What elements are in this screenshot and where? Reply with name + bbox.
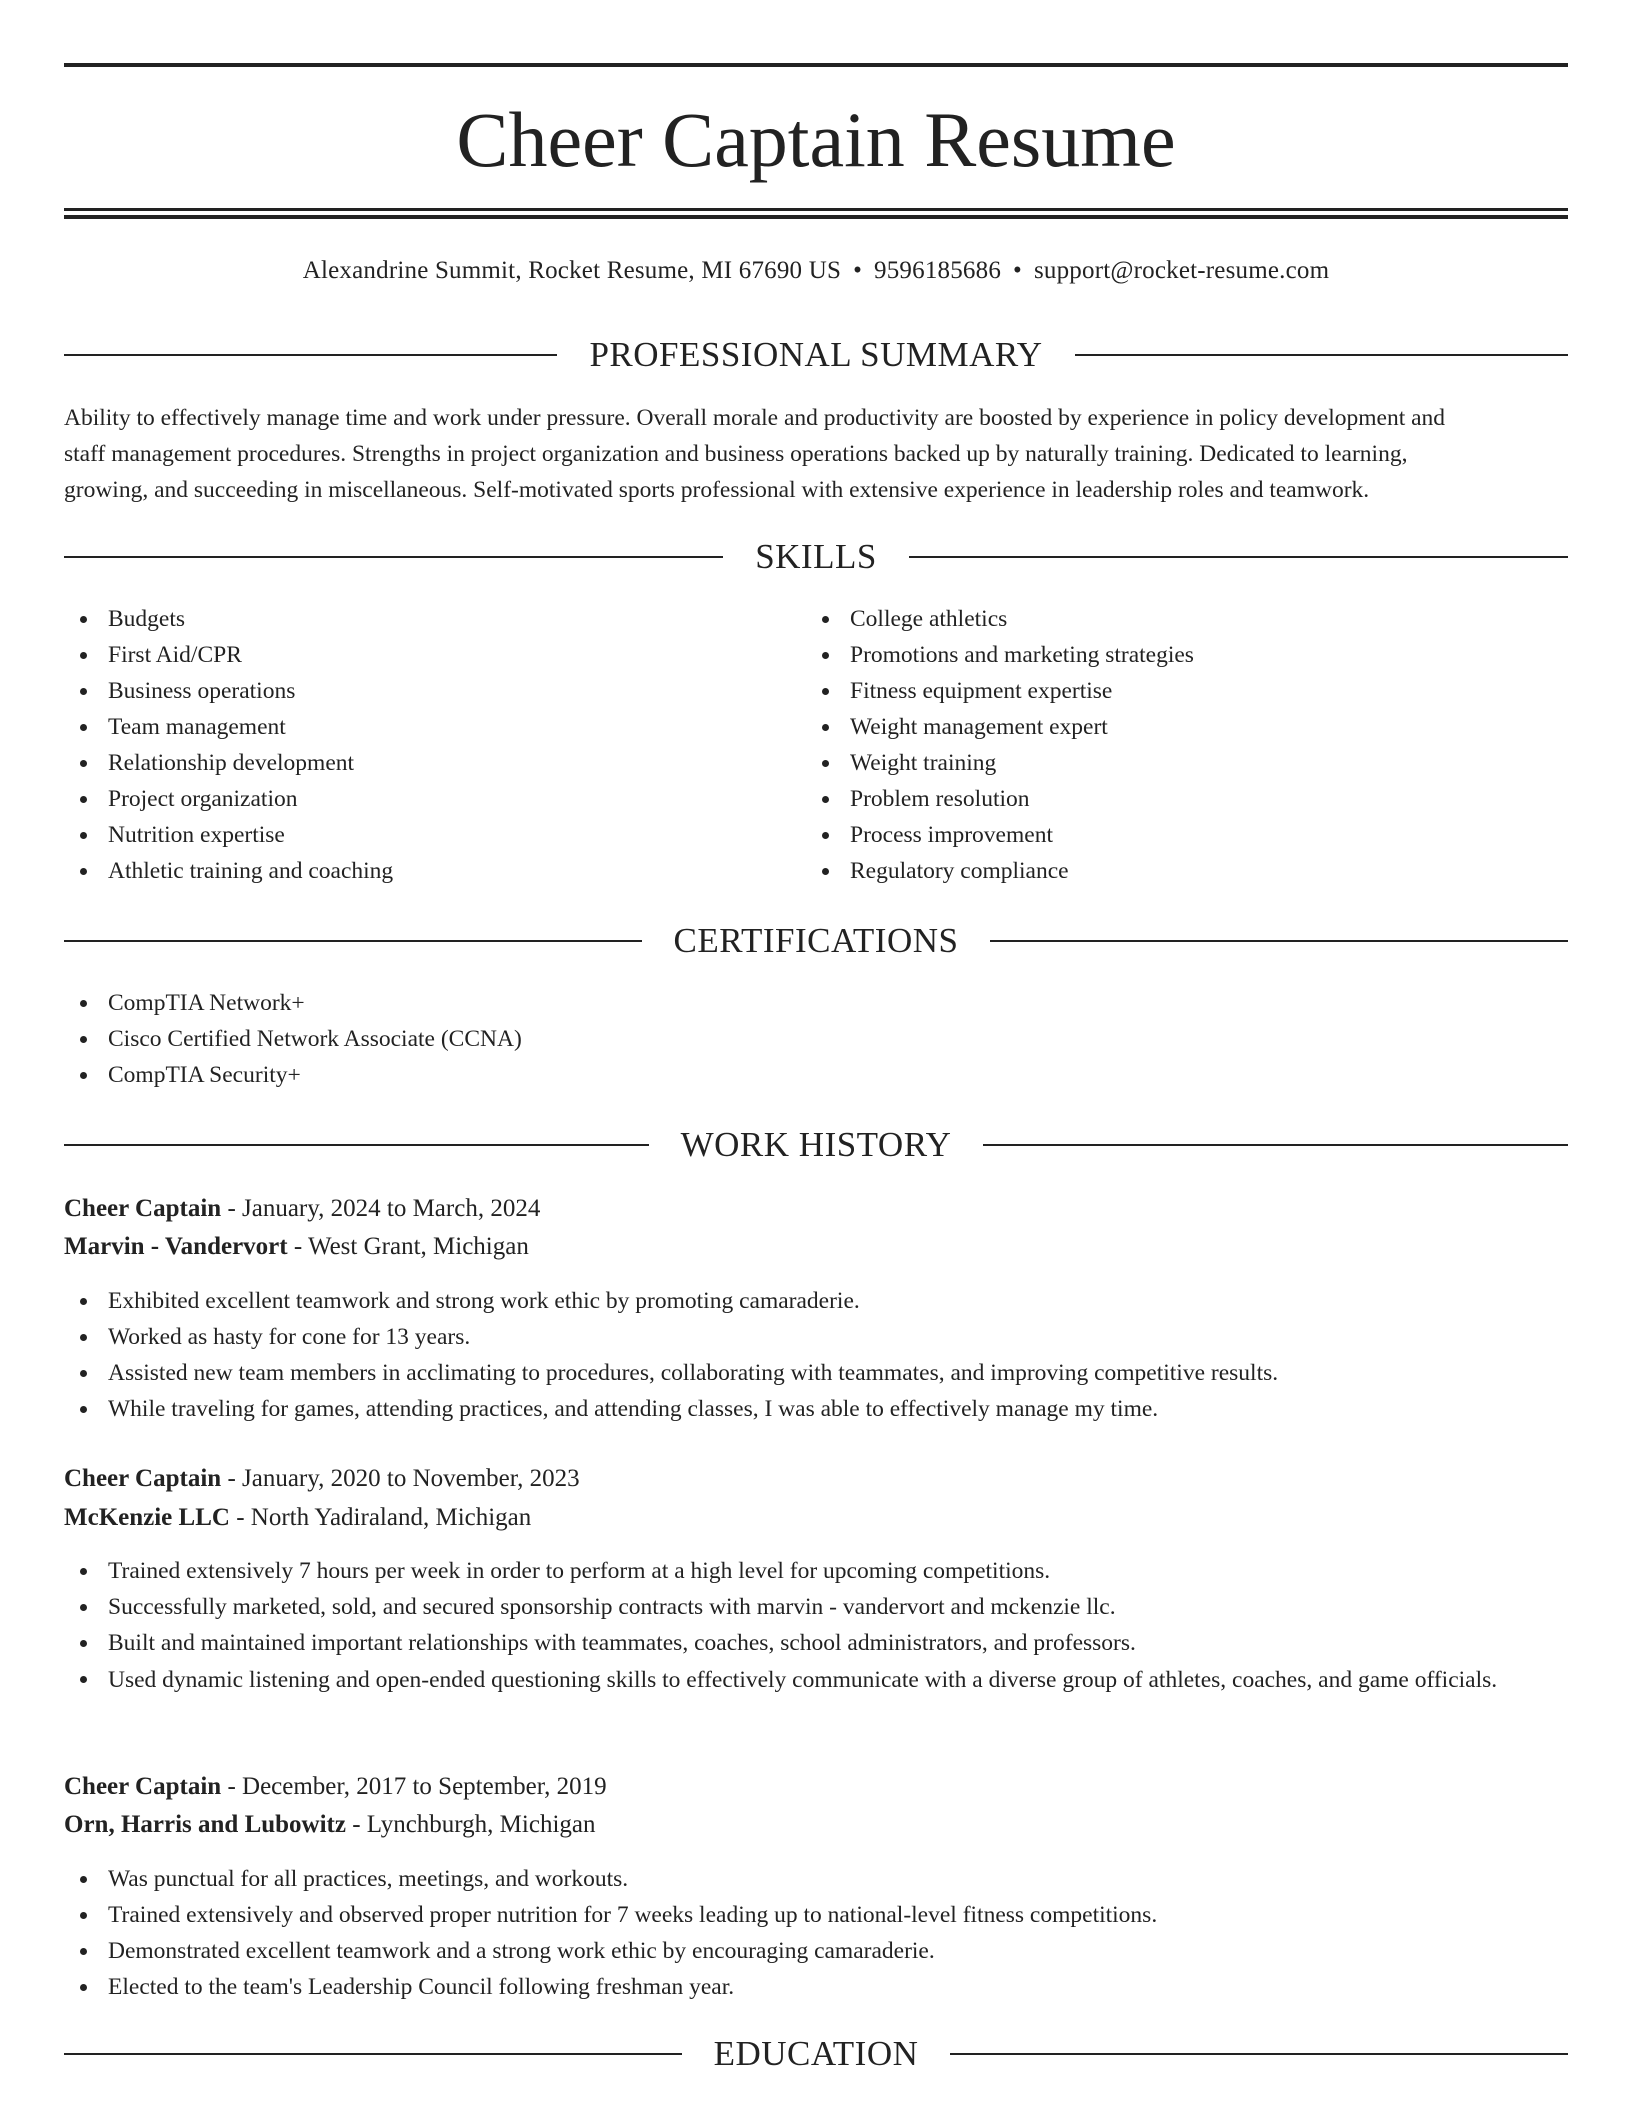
certifications-list xyxy=(64,985,1568,1093)
job-title-line xyxy=(64,1190,1568,1228)
heading-rule xyxy=(1075,354,1568,356)
summary-line: staff management procedures. Strengths in project organization and business operations backed up by naturally training. Dedicated to learning, xyxy=(64,441,1408,467)
certification-item: CompTIA Security+ xyxy=(64,1057,1568,1093)
title-double-rule-lower xyxy=(64,215,1568,219)
skill-item: Promotions and marketing strategies xyxy=(806,637,1546,673)
skills-list-left xyxy=(64,601,804,889)
skills-list-right xyxy=(806,601,1546,889)
job-duty-item: Was punctual for all practices, meetings, and workouts. xyxy=(64,1861,1568,1897)
section-heading-certifications xyxy=(64,919,1568,963)
summary-line: growing, and succeeding in miscellaneous. Self-motivated sports professional with extensive experience in leadership roles and teamwork. xyxy=(64,477,1370,503)
heading-rule xyxy=(909,556,1568,558)
job-duty-item: Demonstrated excellent teamwork and a strong work ethic by encouraging camaraderie. xyxy=(64,1933,1568,1969)
top-rule xyxy=(64,63,1568,67)
job-duty-item: Assisted new team members in acclimating to procedures, collaborating with teammates, and improving competitive results. xyxy=(64,1355,1568,1391)
section-title: WORK HISTORY xyxy=(680,1125,952,1164)
job-duty-item: Trained extensively and observed proper nutrition for 7 weeks leading up to national-level fitness competitions. xyxy=(64,1897,1568,1933)
job-company-line xyxy=(64,1806,1568,1844)
summary-line: Ability to effectively manage time and work under pressure. Overall morale and productivity are boosted by experience in policy development and xyxy=(64,405,1446,431)
contact-address: Alexandrine Summit, Rocket Resume, MI 67690 US xyxy=(302,257,842,284)
skill-item: Process improvement xyxy=(806,817,1546,853)
job-company-line xyxy=(64,1499,1568,1537)
skill-item: Problem resolution xyxy=(806,781,1546,817)
skill-item: Weight management expert xyxy=(806,709,1546,745)
job-duty-item: Elected to the team's Leadership Council following freshman year. xyxy=(64,1969,1568,2005)
skill-item: Weight training xyxy=(806,745,1546,781)
job-dates: - December, 2017 to September, 2019 xyxy=(221,1773,607,1800)
skill-item: Regulatory compliance xyxy=(806,853,1546,889)
skill-item: Fitness equipment expertise xyxy=(806,673,1546,709)
job-dates: - January, 2020 to November, 2023 xyxy=(221,1465,580,1492)
summary-text xyxy=(64,400,1568,508)
job-dates: - January, 2024 to March, 2024 xyxy=(221,1195,541,1222)
certification-item: Cisco Certified Network Associate (CCNA) xyxy=(64,1021,1568,1057)
contact-separator: • xyxy=(1013,257,1022,284)
job-duties-list xyxy=(64,1861,1568,2005)
skill-item: Nutrition expertise xyxy=(64,817,804,853)
heading-rule xyxy=(64,354,557,356)
job-location: - West Grant, Michigan xyxy=(287,1233,529,1260)
skill-item: Budgets xyxy=(64,601,804,637)
skill-item: Athletic training and coaching xyxy=(64,853,804,889)
section-title: PROFESSIONAL SUMMARY xyxy=(589,335,1043,374)
job-title: Cheer Captain xyxy=(64,1773,222,1800)
job-company: McKenzie LLC xyxy=(64,1504,230,1531)
heading-rule xyxy=(990,940,1568,942)
job-location: - Lynchburgh, Michigan xyxy=(345,1811,596,1838)
job-duty-item: Worked as hasty for cone for 13 years. xyxy=(64,1319,1568,1355)
skill-item: Project organization xyxy=(64,781,804,817)
heading-rule xyxy=(64,2053,682,2055)
skill-item: Relationship development xyxy=(64,745,804,781)
heading-rule xyxy=(950,2053,1568,2055)
certification-item: CompTIA Network+ xyxy=(64,985,1568,1021)
section-heading-skills xyxy=(64,535,1568,579)
job-title-line xyxy=(64,1768,1568,1806)
skill-item: First Aid/CPR xyxy=(64,637,804,673)
contact-info xyxy=(64,254,1568,288)
skill-item: Team management xyxy=(64,709,804,745)
skill-item: Business operations xyxy=(64,673,804,709)
section-heading-summary xyxy=(64,333,1568,377)
job-duties-list xyxy=(64,1283,1568,1427)
contact-separator: • xyxy=(853,257,863,284)
job-duty-item: Trained extensively 7 hours per week in order to perform at a high level for upcoming competitions. xyxy=(64,1553,1524,1589)
job-duties-list xyxy=(64,1553,1524,1699)
heading-rule xyxy=(64,556,723,558)
title-double-rule-upper xyxy=(64,208,1568,211)
section-heading-work-history xyxy=(64,1123,1568,1167)
job-location: - North Yadiraland, Michigan xyxy=(229,1504,532,1531)
skill-item: College athletics xyxy=(806,601,1546,637)
job-duty-item: Successfully marketed, sold, and secured sponsorship contracts with marvin - vandervort and mckenzie llc. xyxy=(64,1589,1524,1625)
job-duty-item: Built and maintained important relationships with teammates, coaches, school administrators, and professors. xyxy=(64,1625,1524,1661)
heading-rule xyxy=(983,1144,1568,1146)
job-duty-item: Used dynamic listening and open-ended questioning skills to effectively communicate with a diverse group of athletes, coaches, and game officials. xyxy=(64,1661,1524,1699)
heading-rule xyxy=(64,1144,649,1146)
contact-email: support@rocket-resume.com xyxy=(1033,257,1330,284)
job-company: Orn, Harris and Lubowitz xyxy=(64,1811,346,1838)
section-title: EDUCATION xyxy=(713,2034,919,2073)
job-company-line xyxy=(64,1228,1568,1266)
job-duty-item: Exhibited excellent teamwork and strong work ethic by promoting camaraderie. xyxy=(64,1283,1568,1319)
contact-phone: 9596185686 xyxy=(874,257,1002,284)
job-title: Cheer Captain xyxy=(64,1465,222,1492)
resume-title: Cheer Captain Resume xyxy=(456,96,1176,183)
heading-rule xyxy=(64,940,642,942)
job-duty-item: While traveling for games, attending practices, and attending classes, I was able to effectively manage my time. xyxy=(64,1391,1568,1427)
job-title-line xyxy=(64,1460,1568,1498)
section-title: CERTIFICATIONS xyxy=(673,921,959,960)
job-company: Marvin - Vandervort xyxy=(64,1233,288,1260)
job-title: Cheer Captain xyxy=(64,1195,222,1222)
section-title: SKILLS xyxy=(755,537,877,576)
section-heading-education xyxy=(64,2032,1568,2076)
